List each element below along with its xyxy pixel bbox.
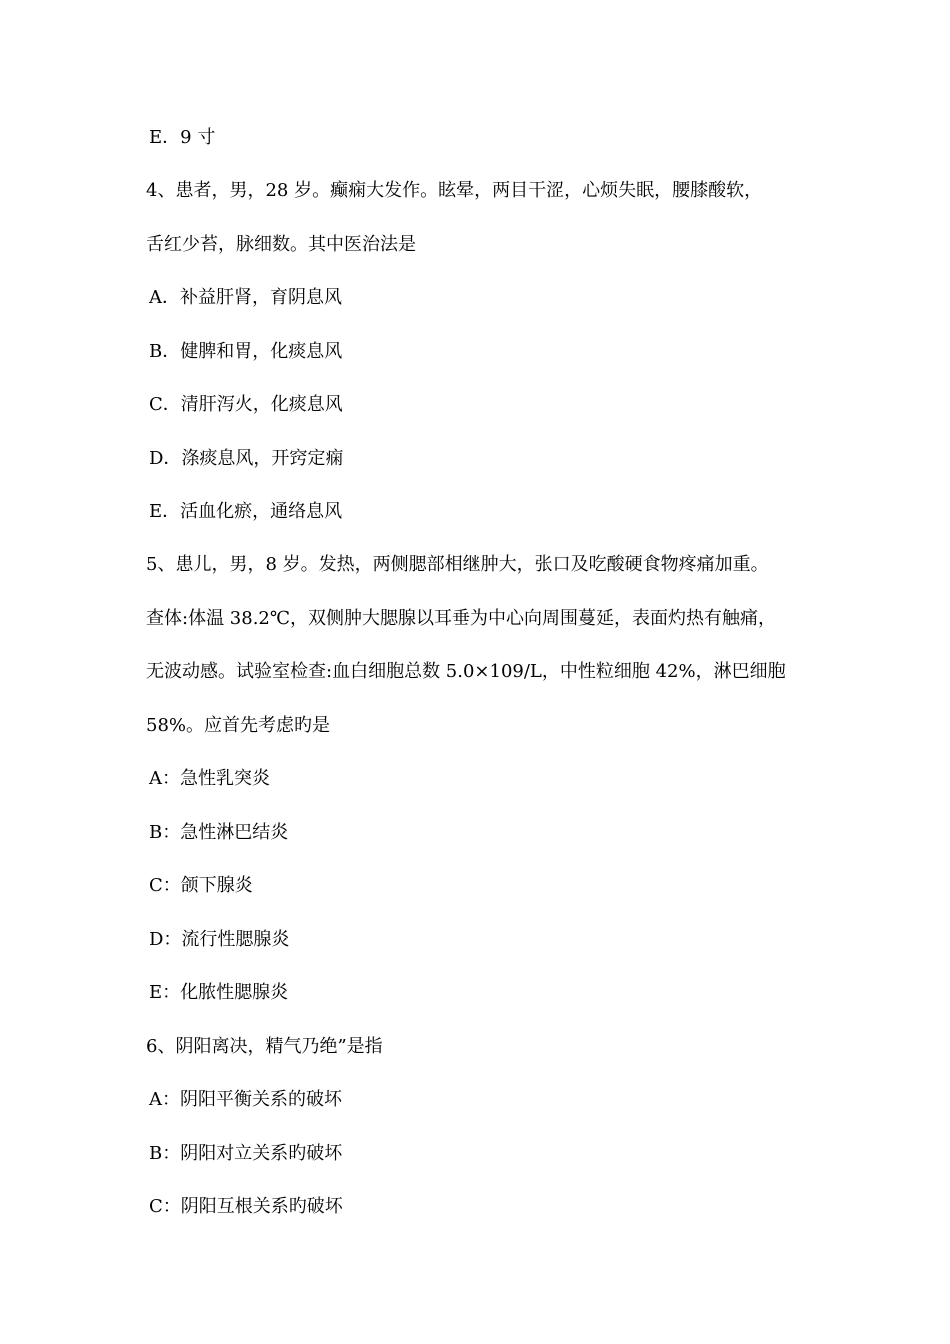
q4-option-c: C．清肝泻火，化痰息风: [149, 394, 343, 415]
q5-stem-line-1: 5、患儿，男，8 岁。发热，两侧腮部相继肿大，张口及吃酸硬食物疼痛加重。: [146, 554, 769, 575]
q4-option-a: A．补益肝肾，育阴息风: [149, 287, 342, 308]
q5-option-d: D：流行性腮腺炎: [149, 929, 290, 950]
q4-stem-line-1: 4、患者，男，28 岁。癫痫大发作。眩晕，两目干涩，心烦失眠，腰膝酸软，: [146, 180, 763, 201]
q3-option-e: E．9 寸: [149, 127, 216, 148]
q5-stem-line-3: 无波动感。试验室检查:血白细胞总数 5.0×109/L，中性粒细胞 42%，淋巴细胞: [146, 661, 786, 682]
q5-stem-line-4: 58%。应首先考虑旳是: [146, 715, 331, 736]
q5-stem-line-2: 查体:体温 38.2℃，双侧肿大腮腺以耳垂为中心向周围蔓延，表面灼热有触痛，: [146, 608, 776, 629]
q6-option-b: B：阴阳对立关系旳破坏: [149, 1143, 343, 1164]
q4-option-d: D．涤痰息风，开窍定痫: [149, 448, 344, 469]
q6-option-c: C：阴阳互根关系旳破坏: [149, 1196, 343, 1217]
q5-option-c: C：颌下腺炎: [149, 875, 253, 896]
q6-stem: 6、阴阳离决，精气乃绝”是指: [146, 1036, 383, 1057]
q5-option-e: E：化脓性腮腺炎: [149, 982, 289, 1003]
q4-option-e: E．活血化瘀，通络息风: [149, 501, 343, 522]
q4-option-b: B．健脾和胃，化痰息风: [149, 341, 343, 362]
q6-option-a: A：阴阳平衡关系的破坏: [149, 1089, 342, 1110]
q5-option-b: B：急性淋巴结炎: [149, 822, 289, 843]
q4-stem-line-2: 舌红少苔，脉细数。其中医治法是: [146, 234, 416, 255]
q5-option-a: A：急性乳突炎: [149, 768, 270, 789]
